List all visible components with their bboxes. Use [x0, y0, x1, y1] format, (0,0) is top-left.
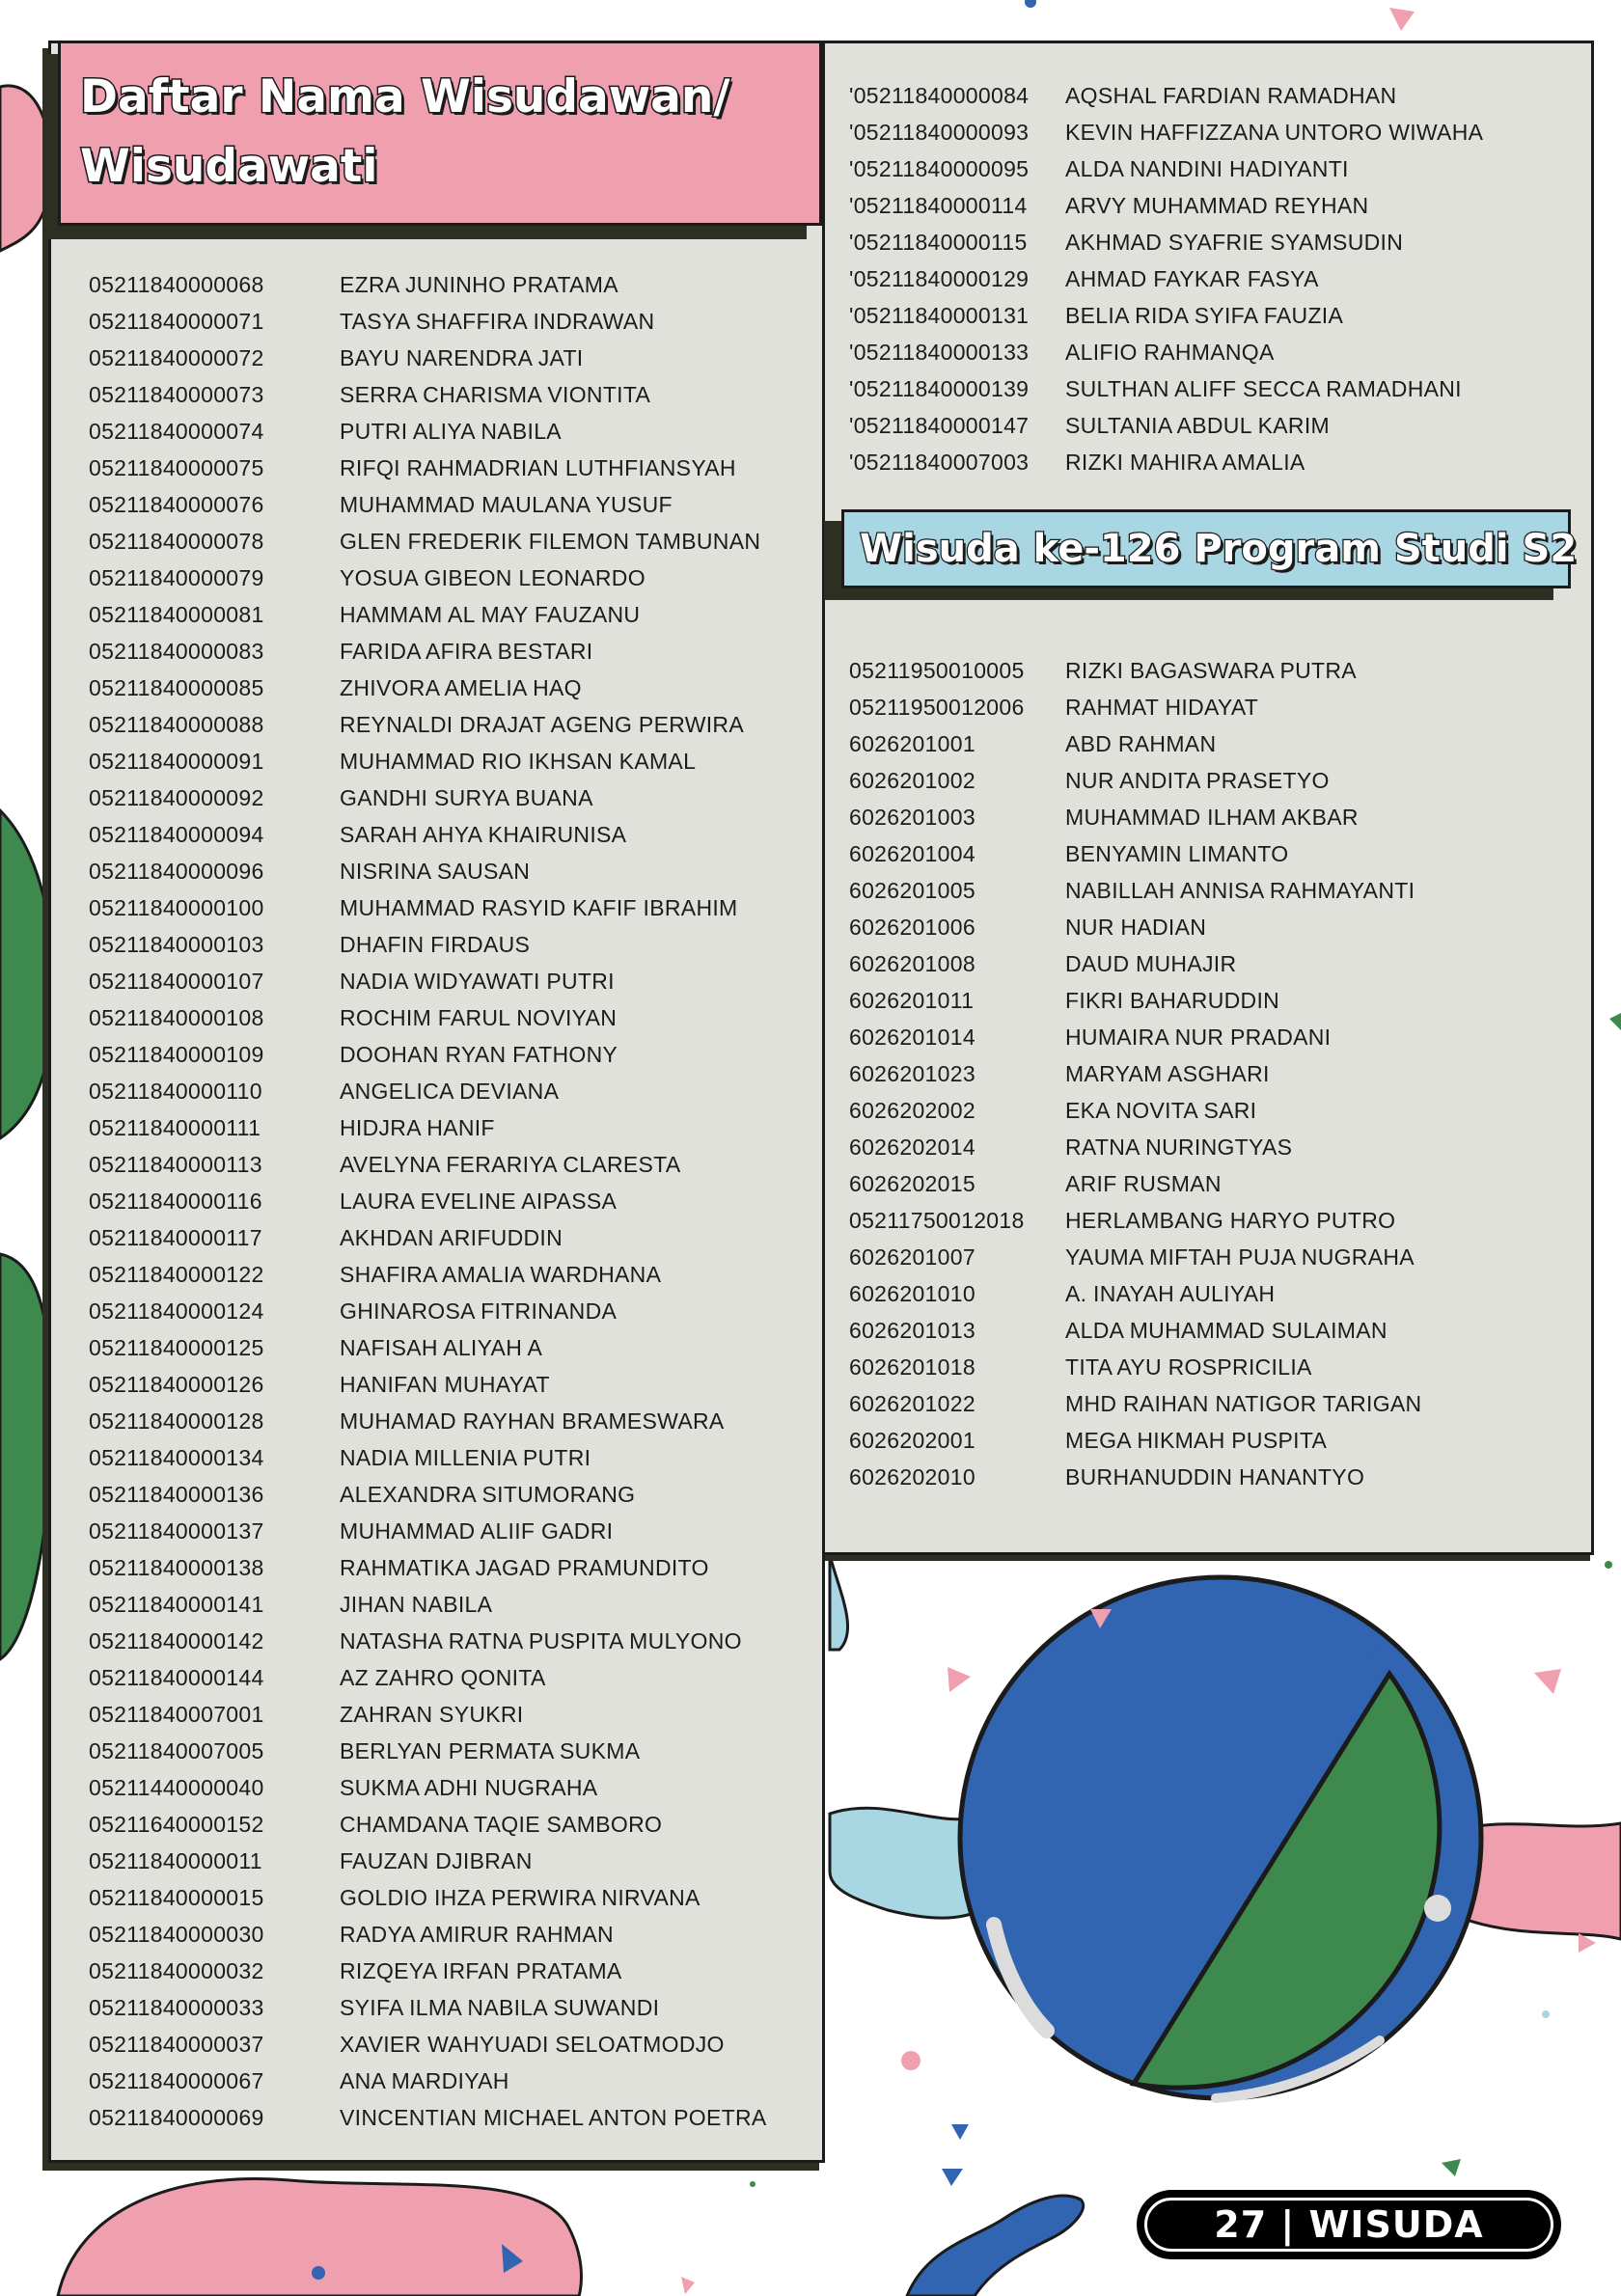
- student-id: '05211840000131: [849, 303, 1030, 328]
- list-item: [89, 1513, 767, 1549]
- student-name: AHMAD FAYKAR FASYA: [1065, 266, 1319, 291]
- list-item: [89, 1403, 767, 1439]
- list-item: [89, 1989, 767, 2026]
- student-id: 05211840000126: [89, 1372, 264, 1397]
- student-name: LAURA EVELINE AIPASSA: [340, 1189, 618, 1214]
- section-banner-s2: [841, 509, 1578, 588]
- list-item: [89, 1696, 767, 1733]
- student-id: 6026201002: [849, 768, 975, 793]
- student-id: 05211840000071: [89, 309, 264, 334]
- student-id: 05211840000032: [89, 1958, 264, 1983]
- student-id: 05211840000069: [89, 2105, 264, 2130]
- student-id: 05211840000011: [89, 1848, 262, 1873]
- student-id: 05211840000103: [89, 932, 264, 957]
- list-item: [849, 909, 1421, 945]
- student-id: 6026201001: [849, 731, 975, 756]
- student-id: 05211840000015: [89, 1885, 264, 1910]
- triangle: [951, 2124, 969, 2140]
- student-id: 6026201023: [849, 1061, 975, 1086]
- student-name: FIKRI BAHARUDDIN: [1065, 988, 1280, 1013]
- list-item: [849, 407, 1483, 444]
- list-item: [89, 1806, 767, 1843]
- list-item: [89, 1879, 767, 1916]
- list-item: [89, 1036, 767, 1073]
- list-item: [849, 1422, 1421, 1459]
- student-name: BURHANUDDIN HANANTYO: [1065, 1464, 1365, 1490]
- footer-pill: [1144, 2198, 1553, 2252]
- student-name: RAHMAT HIDAYAT: [1065, 695, 1259, 720]
- student-id: 05211840000081: [89, 602, 264, 627]
- student-name: SUKMA ADHI NUGRAHA: [340, 1775, 598, 1800]
- student-id: 6026201004: [849, 841, 975, 866]
- student-name: AVELYNA FERARIYA CLARESTA: [340, 1152, 681, 1177]
- green-blob-left-2: [0, 1254, 51, 1659]
- student-id: 05211840000030: [89, 1922, 264, 1947]
- student-name: MUHAMMAD MAULANA YUSUF: [340, 492, 673, 517]
- list-item: [89, 266, 767, 303]
- student-id: 05211840000076: [89, 492, 264, 517]
- student-name: KEVIN HAFFIZZANA UNTORO WIWAHA: [1065, 120, 1484, 145]
- student-name: MUHAMAD RAYHAN BRAMESWARA: [340, 1408, 725, 1434]
- list-item: [89, 706, 767, 743]
- list-item: [89, 1659, 767, 1696]
- student-name: RIZKI MAHIRA AMALIA: [1065, 450, 1305, 475]
- student-id: 6026201008: [849, 951, 975, 976]
- student-name: ZAHRAN SYUKRI: [340, 1702, 524, 1727]
- list-item: [849, 835, 1421, 872]
- student-id: 05211840000117: [89, 1225, 262, 1250]
- student-name: GOLDIO IHZA PERWIRA NIRVANA: [340, 1885, 701, 1910]
- student-id: 6026201014: [849, 1025, 975, 1050]
- student-name: AKHDAN ARIFUDDIN: [340, 1225, 563, 1250]
- student-id: 05211840007001: [89, 1702, 264, 1727]
- list-item: [849, 334, 1483, 370]
- student-id: 05211840007005: [89, 1738, 264, 1763]
- list-item: [89, 340, 767, 376]
- list-item: [89, 1073, 767, 1109]
- student-name: MUHAMMAD ILHAM AKBAR: [1065, 805, 1359, 830]
- student-name: RADYA AMIRUR RAHMAN: [340, 1922, 614, 1947]
- page-title-line2: Wisudawati: [80, 140, 378, 193]
- list-item: [89, 1109, 767, 1146]
- list-item: [89, 743, 767, 779]
- student-name: RAHMATIKA JAGAD PRAMUNDITO: [340, 1555, 709, 1580]
- student-id: 05211840000109: [89, 1042, 264, 1067]
- list-item: [89, 1586, 767, 1623]
- student-id: 05211640000152: [89, 1812, 264, 1837]
- list-item: [89, 1293, 767, 1329]
- list-item: [89, 853, 767, 889]
- student-name: EKA NOVITA SARI: [1065, 1098, 1257, 1123]
- student-id: 05211840000144: [89, 1665, 264, 1690]
- list-item: [849, 1239, 1421, 1275]
- student-id: 05211840000142: [89, 1628, 264, 1654]
- list-item: [89, 1733, 767, 1769]
- list-item: [849, 1019, 1421, 1055]
- student-id: 05211840000092: [89, 785, 264, 810]
- list-item: [89, 999, 767, 1036]
- student-id: 6026201018: [849, 1354, 975, 1380]
- student-name: MARYAM ASGHARI: [1065, 1061, 1270, 1086]
- student-id: 05211440000040: [89, 1775, 264, 1800]
- student-name: AQSHAL FARDIAN RAMADHAN: [1065, 83, 1397, 108]
- list-item: [849, 297, 1483, 334]
- dot: [1025, 0, 1036, 8]
- student-name: SARAH AHYA KHAIRUNISA: [340, 822, 627, 847]
- dot: [901, 2051, 920, 2070]
- student-id: 05211840000100: [89, 895, 264, 920]
- list-item: [89, 1183, 767, 1219]
- student-id: '05211840000139: [849, 376, 1030, 401]
- student-id: 05211840000083: [89, 639, 264, 664]
- list-item: [849, 1312, 1421, 1349]
- list-item: [849, 1202, 1421, 1239]
- list-item: [849, 689, 1421, 725]
- student-name: PUTRI ALIYA NABILA: [340, 419, 562, 444]
- student-id: 6026202015: [849, 1171, 975, 1196]
- pink-blob-left: [0, 86, 51, 251]
- student-name: ALDA MUHAMMAD SULAIMAN: [1065, 1318, 1387, 1343]
- student-id: 6026201011: [849, 988, 975, 1013]
- list-item: [89, 1953, 767, 1989]
- student-name: VINCENTIAN MICHAEL ANTON POETRA: [340, 2105, 767, 2130]
- student-id: 05211840000078: [89, 529, 264, 554]
- list-item: [89, 670, 767, 706]
- student-name: FAUZAN DJIBRAN: [340, 1848, 533, 1873]
- student-name: ZHIVORA AMELIA HAQ: [340, 675, 582, 700]
- student-name: GANDHI SURYA BUANA: [340, 785, 593, 810]
- student-id: 05211840000068: [89, 272, 264, 297]
- list-item: [89, 2026, 767, 2063]
- student-id: '05211840000133: [849, 340, 1030, 365]
- student-name: HANIFAN MUHAYAT: [340, 1372, 550, 1397]
- student-id: 6026201013: [849, 1318, 975, 1343]
- page-number-label: 27 | WISUDA: [1214, 2203, 1484, 2246]
- list-item: [849, 1055, 1421, 1092]
- student-id: 05211840000033: [89, 1995, 264, 2020]
- dot: [750, 2181, 756, 2187]
- list-item: [89, 486, 767, 523]
- student-id: 05211840000137: [89, 1518, 264, 1544]
- student-name: REYNALDI DRAJAT AGENG PERWIRA: [340, 712, 744, 737]
- student-id: 6026202002: [849, 1098, 975, 1123]
- list-item: [849, 1349, 1421, 1385]
- student-name: BENYAMIN LIMANTO: [1065, 841, 1289, 866]
- list-item: [89, 596, 767, 633]
- list-item: [849, 945, 1421, 982]
- list-item: [89, 2099, 767, 2136]
- student-name: HUMAIRA NUR PRADANI: [1065, 1025, 1332, 1050]
- list-item: [89, 1329, 767, 1366]
- list-item: [89, 1623, 767, 1659]
- student-name: MUHAMMAD RASYID KAFIF IBRAHIM: [340, 895, 738, 920]
- list-item: [89, 413, 767, 450]
- student-name: NABILLAH ANNISA RAHMAYANTI: [1065, 878, 1415, 903]
- list-item: [849, 150, 1483, 187]
- list-item: [89, 963, 767, 999]
- student-id: 05211840000128: [89, 1408, 264, 1434]
- list-item: [849, 725, 1421, 762]
- list-item: [89, 2063, 767, 2099]
- student-id: 6026202010: [849, 1464, 975, 1490]
- student-name: ALEXANDRA SITUMORANG: [340, 1482, 636, 1507]
- list-item: [89, 376, 767, 413]
- student-name: NATASHA RATNA PUSPITA MULYONO: [340, 1628, 742, 1654]
- student-name: RATNA NURINGTYAS: [1065, 1134, 1293, 1160]
- student-name: ANA MARDIYAH: [340, 2068, 509, 2093]
- dot: [1542, 2010, 1550, 2018]
- list-item: [849, 1129, 1421, 1165]
- student-name: GHINAROSA FITRINANDA: [340, 1298, 618, 1324]
- list-item: [849, 1275, 1421, 1312]
- student-id: 05211840000094: [89, 822, 264, 847]
- student-name: DOOHAN RYAN FATHONY: [340, 1042, 618, 1067]
- triangle: [1442, 2159, 1461, 2176]
- student-name: ANGELICA DEVIANA: [340, 1079, 560, 1104]
- list-item: [849, 1165, 1421, 1202]
- student-id: 05211840000136: [89, 1482, 264, 1507]
- student-name: TITA AYU ROSPRICILIA: [1065, 1354, 1312, 1380]
- student-id: 6026201006: [849, 915, 975, 940]
- list-item: [89, 523, 767, 560]
- student-id: 6026201010: [849, 1281, 975, 1306]
- student-name: SHAFIRA AMALIA WARDHANA: [340, 1262, 662, 1287]
- student-id: 05211840000072: [89, 345, 264, 370]
- student-name: XAVIER WAHYUADI SELOATMODJO: [340, 2032, 725, 2057]
- student-name: MHD RAIHAN NATIGOR TARIGAN: [1065, 1391, 1422, 1416]
- student-id: 05211840000037: [89, 2032, 264, 2057]
- student-id: 6026202014: [849, 1134, 975, 1160]
- student-name: TASYA SHAFFIRA INDRAWAN: [340, 309, 655, 334]
- triangle: [1534, 1669, 1561, 1694]
- list-item: [89, 816, 767, 853]
- list-item: [849, 982, 1421, 1019]
- student-id: 6026201005: [849, 878, 975, 903]
- student-id: 05211840000108: [89, 1005, 264, 1030]
- student-name: FARIDA AFIRA BESTARI: [340, 639, 593, 664]
- student-id: 05211840000091: [89, 749, 264, 774]
- student-name: DHAFIN FIRDAUS: [340, 932, 531, 957]
- list-item: [89, 1146, 767, 1183]
- student-name: NUR HADIAN: [1065, 915, 1207, 940]
- student-id: '05211840000115: [849, 230, 1028, 255]
- student-id: 05211840000110: [89, 1079, 262, 1104]
- student-id: '05211840000147: [849, 413, 1030, 438]
- student-id: 05211840000138: [89, 1555, 264, 1580]
- list-item: [849, 370, 1483, 407]
- student-id: 05211840000079: [89, 565, 264, 590]
- student-id: 05211840000125: [89, 1335, 264, 1360]
- student-id: 6026202001: [849, 1428, 975, 1453]
- student-id: 05211840000116: [89, 1189, 262, 1214]
- student-name: SULTANIA ABDUL KARIM: [1065, 413, 1330, 438]
- graduate-list-s2: [849, 652, 1421, 1495]
- list-item: [89, 889, 767, 926]
- list-item: [89, 1549, 767, 1586]
- student-name: AZ ZAHRO QONITA: [340, 1665, 546, 1690]
- student-name: ALDA NANDINI HADIYANTI: [1065, 156, 1349, 181]
- student-id: 05211840000107: [89, 969, 264, 994]
- student-id: '05211840000129: [849, 266, 1030, 291]
- student-id: 05211840000134: [89, 1445, 264, 1470]
- student-name: HAMMAM AL MAY FAUZANU: [340, 602, 641, 627]
- list-item: [849, 77, 1483, 114]
- page-footer: [1137, 2190, 1561, 2259]
- student-id: 6026201022: [849, 1391, 975, 1416]
- page-title: [80, 63, 730, 202]
- list-item: [89, 560, 767, 596]
- student-id: '05211840000093: [849, 120, 1030, 145]
- list-item: [849, 652, 1421, 689]
- student-name: MUHAMMAD ALIIF GADRI: [340, 1518, 614, 1544]
- student-name: AKHMAD SYAFRIE SYAMSUDIN: [1065, 230, 1404, 255]
- list-item: [849, 260, 1483, 297]
- triangle: [1389, 8, 1415, 31]
- student-name: BELIA RIDA SYIFA FAUZIA: [1065, 303, 1344, 328]
- student-id: 05211840000088: [89, 712, 264, 737]
- student-name: NAFISAH ALIYAH A: [340, 1335, 543, 1360]
- student-name: SYIFA ILMA NABILA SUWANDI: [340, 1995, 660, 2020]
- student-name: EZRA JUNINHO PRATAMA: [340, 272, 618, 297]
- list-item: [849, 762, 1421, 799]
- student-name: SULTHAN ALIFF SECCA RAMADHANI: [1065, 376, 1462, 401]
- list-item: [89, 779, 767, 816]
- list-item: [89, 1256, 767, 1293]
- student-name: NISRINA SAUSAN: [340, 859, 531, 884]
- student-id: 05211840000073: [89, 382, 264, 407]
- page-title-line1: Daftar Nama Wisudawan/: [80, 70, 730, 123]
- student-id: 05211840000141: [89, 1592, 264, 1617]
- graduate-list-right-top: [849, 77, 1483, 480]
- list-item: [89, 1219, 767, 1256]
- student-name: MEGA HIKMAH PUSPITA: [1065, 1428, 1328, 1453]
- list-item: [89, 1843, 767, 1879]
- triangle: [1609, 1013, 1621, 1030]
- student-name: RIZQEYA IRFAN PRATAMA: [340, 1958, 622, 1983]
- list-item: [849, 799, 1421, 835]
- student-name: GLEN FREDERIK FILEMON TAMBUNAN: [340, 529, 761, 554]
- student-name: RIZKI BAGASWARA PUTRA: [1065, 658, 1357, 683]
- student-name: HIDJRA HANIF: [340, 1115, 495, 1140]
- student-name: ABD RAHMAN: [1065, 731, 1217, 756]
- student-name: HERLAMBANG HARYO PUTRO: [1065, 1208, 1396, 1233]
- student-name: ALIFIO RAHMANQA: [1065, 340, 1275, 365]
- student-name: DAUD MUHAJIR: [1065, 951, 1237, 976]
- student-id: 05211750012018: [849, 1208, 1025, 1233]
- title-banner: [58, 41, 822, 226]
- list-item: [849, 224, 1483, 260]
- list-item: [849, 114, 1483, 150]
- student-id: 05211840000122: [89, 1262, 264, 1287]
- list-item: [849, 1092, 1421, 1129]
- student-id: 05211840000085: [89, 675, 264, 700]
- student-name: ROCHIM FARUL NOVIYAN: [340, 1005, 618, 1030]
- list-item: [89, 1916, 767, 1953]
- student-id: '05211840000084: [849, 83, 1030, 108]
- list-item: [89, 450, 767, 486]
- triangle: [681, 2277, 695, 2294]
- list-item: [89, 633, 767, 670]
- triangle: [948, 1667, 971, 1692]
- triangle: [942, 2169, 963, 2186]
- list-item: [89, 926, 767, 963]
- graduate-list-left: [89, 266, 767, 2136]
- student-id: 6026201007: [849, 1244, 975, 1270]
- dot: [1605, 1561, 1612, 1569]
- green-blob-left: [0, 810, 54, 1138]
- list-item: [849, 1385, 1421, 1422]
- student-id: '05211840007003: [849, 450, 1030, 475]
- student-id: 05211950012006: [849, 695, 1025, 720]
- student-id: 05211840000075: [89, 455, 264, 480]
- student-name: YOSUA GIBEON LEONARDO: [340, 565, 646, 590]
- student-id: 05211840000113: [89, 1152, 262, 1177]
- lightblue-wave-2: [830, 1555, 848, 1650]
- list-item: [89, 1439, 767, 1476]
- student-name: CHAMDANA TAQIE SAMBORO: [340, 1812, 663, 1837]
- list-item: [849, 444, 1483, 480]
- dot: [312, 2266, 325, 2280]
- student-name: NADIA WIDYAWATI PUTRI: [340, 969, 615, 994]
- list-item: [849, 1459, 1421, 1495]
- student-name: ARVY MUHAMMAD REYHAN: [1065, 193, 1369, 218]
- student-name: RIFQI RAHMADRIAN LUTHFIANSYAH: [340, 455, 736, 480]
- student-id: 05211840000124: [89, 1298, 264, 1324]
- list-item: [849, 872, 1421, 909]
- student-name: NUR ANDITA PRASETYO: [1065, 768, 1330, 793]
- student-name: ARIF RUSMAN: [1065, 1171, 1222, 1196]
- blue-squiggle: [907, 2196, 1084, 2296]
- student-name: YAUMA MIFTAH PUJA NUGRAHA: [1065, 1244, 1415, 1270]
- student-name: BAYU NARENDRA JATI: [340, 345, 584, 370]
- student-id: 05211840000067: [89, 2068, 264, 2093]
- student-name: BERLYAN PERMATA SUKMA: [340, 1738, 641, 1763]
- student-id: 6026201003: [849, 805, 975, 830]
- student-id: '05211840000095: [849, 156, 1030, 181]
- list-item: [89, 1476, 767, 1513]
- student-name: MUHAMMAD RIO IKHSAN KAMAL: [340, 749, 697, 774]
- student-id: 05211950010005: [849, 658, 1025, 683]
- student-name: SERRA CHARISMA VIONTITA: [340, 382, 651, 407]
- list-item: [849, 187, 1483, 224]
- student-name: A. INAYAH AULIYAH: [1065, 1281, 1276, 1306]
- student-id: 05211840000111: [89, 1115, 261, 1140]
- list-item: [89, 303, 767, 340]
- section-title-s2: Wisuda ke-126 Program Studi S2: [860, 527, 1578, 571]
- list-item: [89, 1366, 767, 1403]
- student-name: JIHAN NABILA: [340, 1592, 493, 1617]
- globe-dot: [1424, 1895, 1451, 1922]
- student-id: 05211840000074: [89, 419, 264, 444]
- student-name: NADIA MILLENIA PUTRI: [340, 1445, 591, 1470]
- student-id: 05211840000096: [89, 859, 264, 884]
- student-id: '05211840000114: [849, 193, 1028, 218]
- list-item: [89, 1769, 767, 1806]
